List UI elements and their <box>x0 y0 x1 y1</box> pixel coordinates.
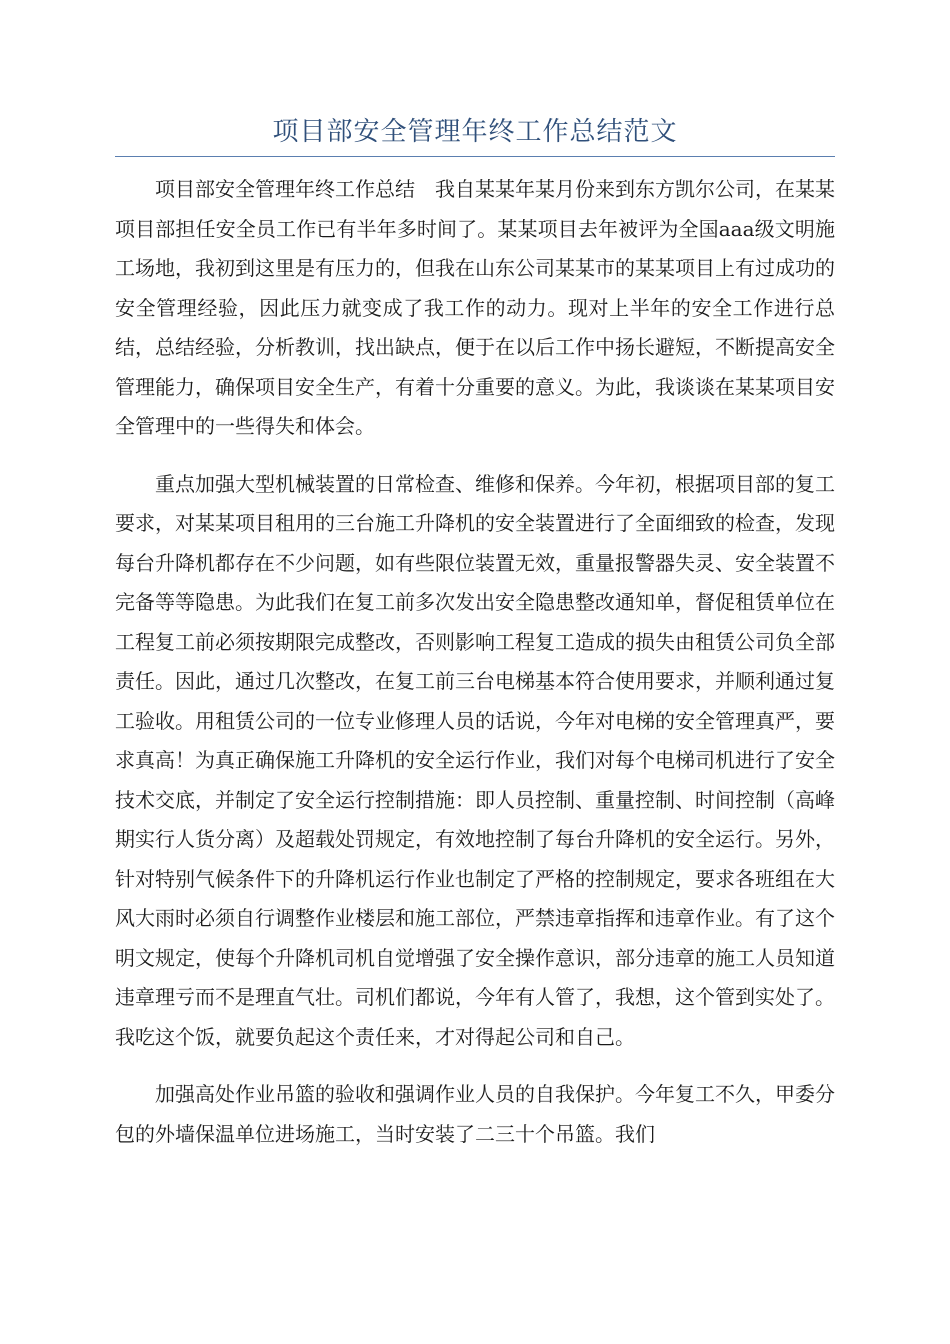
paragraph-machinery: 重点加强大型机械装置的日常检查、维修和保养。今年初，根据项目部的复工要求，对某某项目租用的三台施工升降机的安全装置进行了全面细致的检查，发现每台升降机都存在不少问题，如有些限位装置无效，重量报警器失灵、安全装置不完备等等隐患。为此我们在复工前多次发出安全隐患整改通知单，督促租赁单位在工程复工前必须按期限完成整改，否则影响工程复工造成的损失由租赁公司负全部责任。因此，通过几次整改，在复工前三台电梯基本符合使用要求，并顺利通过复工验收。用租赁公司的一位专业修理人员的话说，今年对电梯的安全管理真严，要求真高！为真正确保施工升降机的安全运行作业，我们对每个电梯司机进行了安全技术交底，并制定了安全运行控制措施：即人员控制、重量控制、时间控制（高峰期实行人货分离）及超载处罚规定，有效地控制了每台升降机的安全运行。另外，针对特别气候条件下的升降机运行作业也制定了严格的控制规定，要求各班组在大风大雨时必须自行调整作业楼层和施工部位，严禁违章指挥和违章作业。有了这个明文规定，使每个升降机司机自觉增强了安全操作意识，部分违章的施工人员知道违章理亏而不是理直气壮。司机们都说，今年有人管了，我想，这个管到实处了。我吃这个饭，就要负起这个责任来，才对得起公司和自己。 <box>115 471 835 1049</box>
document-title: 项目部安全管理年终工作总结范文 <box>272 117 678 147</box>
paragraph-gondola: 加强高处作业吊篮的验收和强调作业人员的自我保护。今年复工不久，甲委分包的外墙保温单位进场施工，当时安装了二三十个吊篮。我们 <box>115 1082 835 1146</box>
title-block <box>115 112 835 157</box>
paragraph-intro: 项目部安全管理年终工作总结 我自某某年某月份来到东方凯尔公司，在某某项目部担任安全员工作已有半年多时间了。某某项目去年被评为全国aaa级文明施工场地，我初到这里是有压力的，但我在山东公司某某市的某某项目上有过成功的安全管理经验，因此压力就变成了我工作的动力。现对上半年的安全工作进行总结，总结经验，分析教训，找出缺点，便于在以后工作中扬长避短，不断提高安全管理能力，确保项目安全生产，有着十分重要的意义。为此，我谈谈在某某项目安全管理中的一些得失和体会。 <box>115 177 835 438</box>
document-body <box>115 170 835 1344</box>
